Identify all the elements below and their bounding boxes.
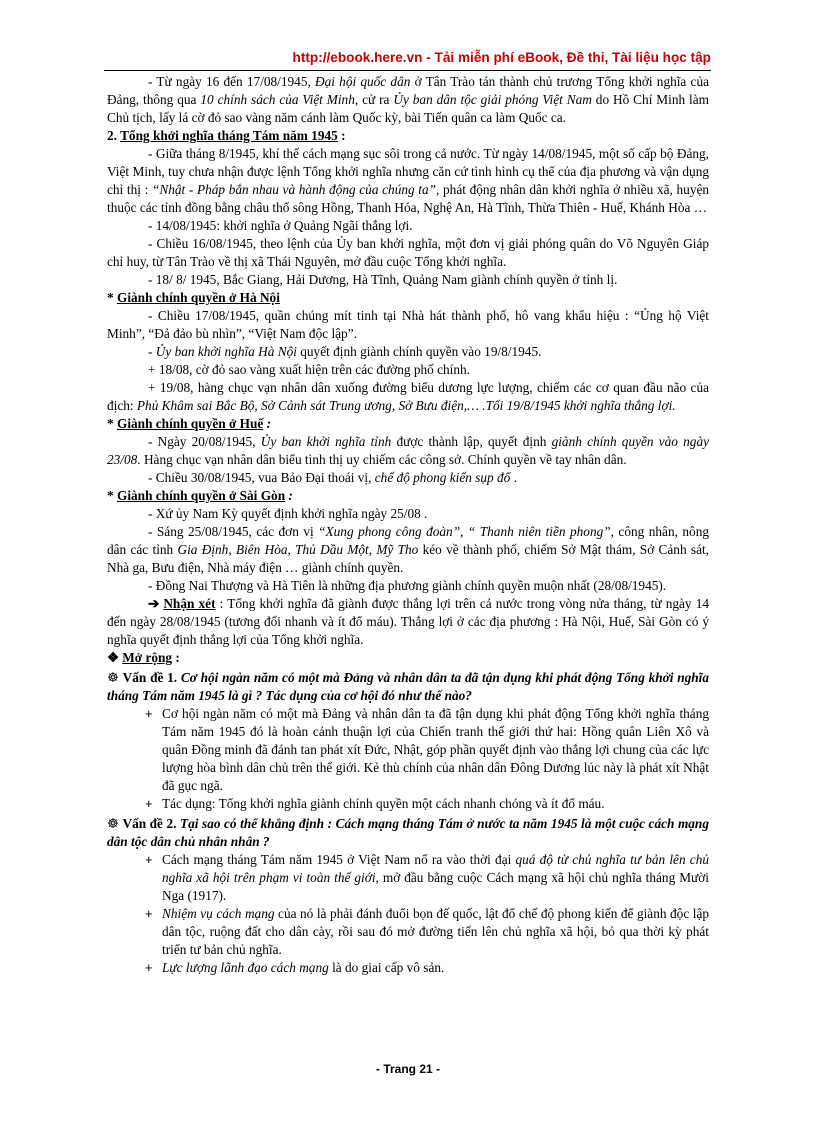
paragraph: - Chiều 16/08/1945, theo lệnh của Ủy ban khởi nghĩa, một đơn vị giải phóng quân do Võ Nguyên Giáp chỉ huy, từ Tân Trào về thị xã Thái Nguyên, mở đầu cuộc Tổng khởi nghĩa. bbox=[107, 236, 709, 269]
document-body bbox=[107, 73, 709, 977]
diamond-bullet-icon: ❖ bbox=[107, 650, 119, 665]
list-item: + Cơ hội ngàn năm có một mà Đảng và nhân dân ta đã tận dụng khi phát động Tổng khởi nghĩa tháng Tám năm 1945 đó là hoàn cảnh thuận lợi của Chiến tranh thế giới thứ hai: Hồng quân Liên Xô và quân Đồng minh đã đánh tan phát xít Đức, Nhật, góp phần quyết định vào thắng lợi chung của các lực lượng hòa bình dân chủ trên thế giới. Kẻ thù chính của nhân dân Đông Dương lúc này là phát xít Nhật đã gục ngã. bbox=[145, 706, 709, 793]
paragraph: - Xứ ủy Nam Kỳ quyết định khởi nghĩa ngày 25/08 . bbox=[148, 506, 428, 521]
list-item: + Tác dụng: Tổng khởi nghĩa giành chính quyền một cách nhanh chóng và ít đổ máu. bbox=[145, 796, 605, 811]
paragraph: - 14/08/1945: khởi nghĩa ở Quảng Ngãi thắng lợi. bbox=[148, 218, 413, 233]
question-2: ☸ Vấn đề 2. Tại sao có thể khẳng định : Cách mạng tháng Tám ở nước ta năm 1945 là một cuộc cách mạng dân tộc dân chủ nhân nhân ? bbox=[107, 816, 709, 849]
paragraph: - Chiều 30/08/1945, vua Bảo Đại thoái vị, chế độ phong kiến sụp đổ . bbox=[148, 470, 517, 485]
list-item: + Lực lượng lãnh đạo cách mạng là do giai cấp vô sản. bbox=[145, 960, 445, 975]
header-separator: - bbox=[422, 50, 435, 65]
paragraph: - Sáng 25/08/1945, các đơn vị “Xung phong công đoàn”, “ Thanh niên tiền phong”, công nhân, nông dân các tỉnh Gia Định, Biên Hòa, Thủ Dầu Một, Mỹ Tho kéo về thành phố, chiếm Sở Mật thám, Sở Cảnh sát, Nhà ga, Bưu điện, Nhà máy điện … giành chính quyền. bbox=[107, 524, 709, 575]
paragraph: - 18/ 8/ 1945, Bắc Giang, Hải Dương, Hà Tĩnh, Quảng Nam giành chính quyền ở tỉnh lị. bbox=[148, 272, 618, 287]
paragraph: + 19/08, hàng chục vạn nhân dân xuống đường biểu dương lực lượng, chiếm các cơ quan đầu não của địch: Phủ Khâm sai Bắc Bộ, Sở Cảnh sát Trung ương, Sở Bưu điện,… .Tối 19/8/1945 khởi nghĩa thắng lợi. bbox=[107, 380, 709, 413]
wheel-icon: ☸ bbox=[107, 816, 119, 831]
paragraph: - Giữa tháng 8/1945, khí thế cách mạng sục sôi trong cả nước. Từ ngày 14/08/1945, một số cấp bộ Đảng, Việt Minh, tuy chưa nhận được lệnh Tổng khởi nghĩa nhưng căn cứ tình hình cụ thể của địa phương và vận dụng chỉ thị : “Nhật - Pháp bắn nhau và hành động của chúng ta”, phát động nhân dân khởi nghĩa ở nhiều xã, huyện thuộc các tỉnh đồng bằng châu thổ sông Hồng, Thanh Hóa, Nghệ An, Hà Tĩnh, Thừa Thiên - Huế, Khánh Hòa … bbox=[107, 146, 710, 215]
paragraph: - Từ ngày 16 đến 17/08/1945, Đại hội quốc dân ở Tân Trào tán thành chủ trương Tổng khởi nghĩa của Đảng, thông qua 10 chính sách của Việt Minh, cử ra Ủy ban dân tộc giải phóng Việt Nam do Hồ Chí Minh làm Chủ tịch, lấy lá cờ đỏ sao vàng năm cánh làm Quốc kỳ, bài Tiến quân ca làm Quốc ca. bbox=[107, 74, 709, 125]
header-link[interactable]: http://ebook.here.vn bbox=[292, 50, 423, 65]
page-header bbox=[104, 50, 711, 71]
paragraph: + 18/08, cờ đỏ sao vàng xuất hiện trên các đường phố chính. bbox=[148, 362, 470, 377]
extension-heading: ❖ Mở rộng : bbox=[107, 650, 180, 665]
arrow-icon: ➔ bbox=[148, 596, 160, 611]
wheel-icon: ☸ bbox=[107, 670, 119, 685]
subsection-heading: * Giành chính quyền ở Hà Nội bbox=[107, 290, 280, 305]
question-1: ☸ Vấn đề 1. Cơ hội ngàn năm có một mà Đảng và nhân dân ta đã tận dụng khi phát động Tổng khởi nghĩa tháng Tám năm 1945 là gì ? Tác dụng của cơ hội đó như thế nào? bbox=[107, 670, 709, 703]
list-item: + Nhiệm vụ cách mạng của nó là phải đánh đuổi bọn đế quốc, lật đổ chế độ phong kiến để giành độc lập dân tộc, ruộng đất cho dân cày, rồi sau đó mở đường tiến lên chủ nghĩa xã hội, bỏ qua thời kỳ phát triển tư bản chủ nghĩa. bbox=[145, 906, 710, 957]
paragraph: - Đồng Nai Thượng và Hà Tiên là những địa phương giành chính quyền muộn nhất (28/08/1945). bbox=[148, 578, 667, 593]
section-heading: 2. Tổng khởi nghĩa tháng Tám năm 1945 : bbox=[107, 128, 346, 143]
paragraph: - Chiều 17/08/1945, quần chúng mít tinh tại Nhà hát thành phố, hô vang khẩu hiệu : “Ủng hộ Việt Minh”, “Đả đảo bù nhìn”, “Việt Nam độc lập”. bbox=[107, 308, 709, 341]
remark-paragraph: ➔ Nhận xét : Tổng khởi nghĩa đã giành được thắng lợi trên cả nước trong vòng nửa tháng, từ ngày 14 đến ngày 28/08/1945 (tương đối nhanh và ít đổ máu). Thắng lợi ở các địa phương : Hà Nội, Huế, Sài Gòn có ý nghĩa quyết định thắng lợi của Tổng khởi nghĩa. bbox=[107, 596, 710, 647]
header-tagline: Tải miễn phí eBook, Đề thi, Tài liệu học tập bbox=[434, 50, 711, 65]
page-number: - Trang 21 - bbox=[375, 1062, 440, 1076]
subsection-heading: * Giành chính quyền ở Huế : bbox=[107, 416, 272, 431]
subsection-heading: * Giành chính quyền ở Sài Gòn : bbox=[107, 488, 293, 503]
paragraph: - Ngày 20/08/1945, Ủy ban khởi nghĩa tỉnh được thành lập, quyết định giành chính quyền vào ngày 23/08. Hàng chục vạn nhân dân biểu tình thị uy chiếm các công sở. Chính quyền về tay nhân dân. bbox=[107, 434, 709, 467]
list-item: + Cách mạng tháng Tám năm 1945 ở Việt Nam nổ ra vào thời đại quá độ từ chủ nghĩa tư bản lên chủ nghĩa xã hội trên phạm vi toàn thế giới, mở đầu bằng cuộc Cách mạng xã hội chủ nghĩa tháng Mười Nga (1917). bbox=[145, 852, 709, 903]
paragraph: - Ủy ban khởi nghĩa Hà Nội quyết định giành chính quyền vào 19/8/1945. bbox=[148, 344, 542, 359]
